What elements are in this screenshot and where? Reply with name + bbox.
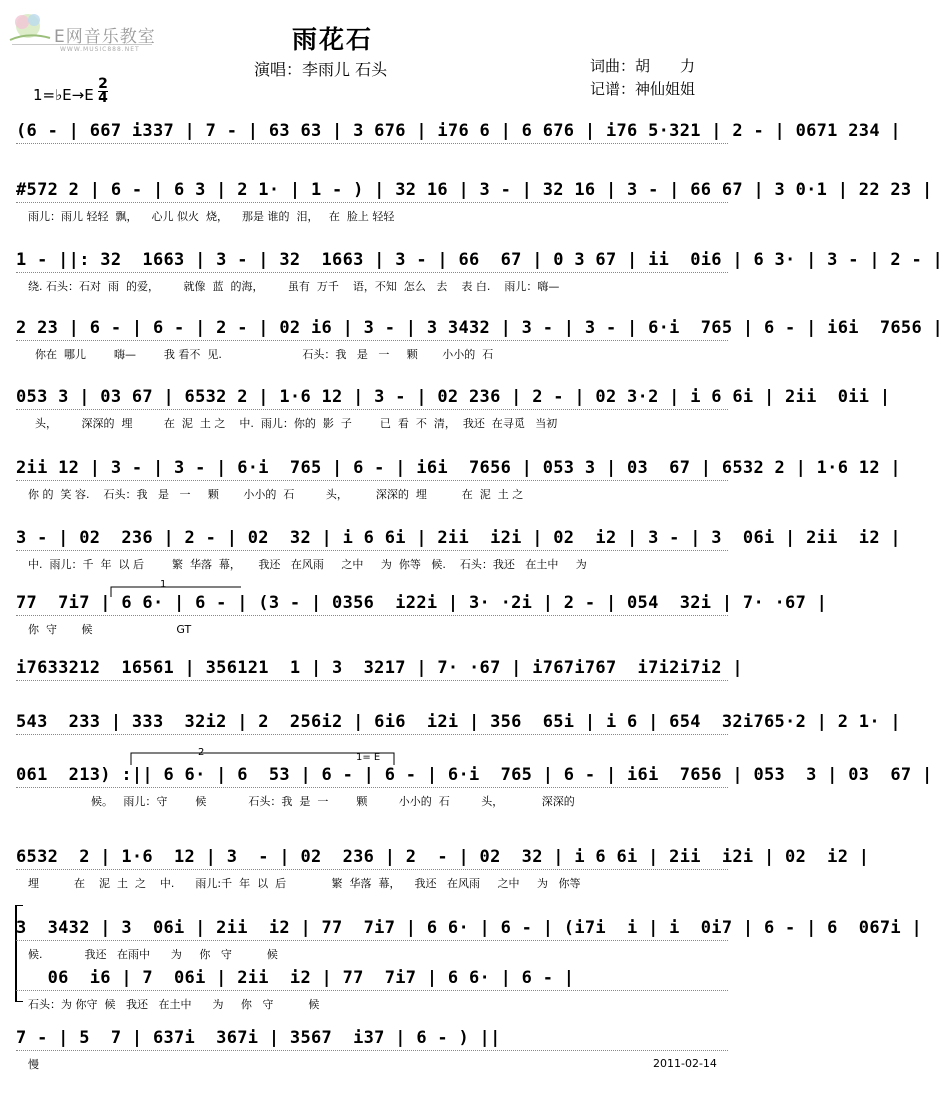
notation-line: 3 - | 02 236 | 2 - | 02 32 | i 6 6i | 2ii i2i | 02 i2 | 3 - | 3 06i | 2ii i2 | [16,528,901,548]
singer-credit: 演唱：李雨儿 石头 [254,60,388,79]
score-row-8 [0,579,828,655]
volta-2-label: 2 [198,747,205,758]
beam-guide [16,787,728,789]
notation-line: (6 - | 667 i337 | 7 - | 63 63 | 3 676 | i76 6 | 6 676 | i76 5·321 | 2 - | 0671 234 | [16,121,901,141]
site-logo [8,6,178,68]
beam-guide [16,1050,728,1052]
lyric-line: 候。 雨儿：守 候 石头：我 是 一 颗 小小的 石 头， 深深的 [28,795,575,808]
score-row-14 [0,968,743,1030]
notation-line: 053 3 | 03 67 | 6532 2 | 1·6 12 | 3 - | 02 236 | 2 - | 02 3·2 | i 6 6i | 2ii 0ii | [16,387,891,407]
score-row-15 [0,1028,743,1090]
beam-guide [16,550,728,552]
lyric-line: 你在 哪儿 嗨— 我 看不 见. 石头：我 是 一 颗 小小的 石 [28,348,494,361]
beam-guide [16,202,728,204]
key-signature: 1=♭E→E [33,86,94,104]
beam-guide [16,272,728,274]
beam-guide [16,990,728,992]
notation-line: 543 233 | 333 32i2 | 2 256i2 | 6i6 i2i | 356 65i | i 6 | 654 32i765·2 | 2 1· | [16,712,901,732]
logo-url: WWW.MUSIC888.NET [60,46,140,53]
beam-guide [16,869,728,871]
score-row-6 [0,458,901,520]
beam-guide [16,734,728,736]
lyric-line: 头， 深深的 埋 在 泥 土 之 中. 雨儿：你的 影 子 已 看 不 清， 我还 在寻觅 当初 [28,417,558,430]
time-signature [98,78,108,105]
notation-line: 7 - | 5 7 | 637i 367i | 3567 i37 | 6 - ) || [16,1028,501,1048]
beam-guide [16,480,728,482]
lyric-line: 埋 在 泥 土 之 中. 雨儿:千 年 以 后 繁 华落 幕， 我还 在风雨 之中 为 你等 [28,877,581,890]
lyric-line: 慢 [28,1058,39,1071]
transcription-date: 2011-02-14 [653,1057,717,1070]
beam-guide [16,940,728,942]
score-row-2 [0,180,933,242]
notation-line: i7633212 16561 | 356121 1 | 3 3217 | 7· ·67 | i767i767 i7i2i7i2 | [16,658,743,678]
meter-top: 2 [98,76,108,92]
score-row-1 [0,121,901,183]
song-title: 雨花石 [292,25,374,54]
score-row-11 [0,747,933,827]
beam-guide [16,340,728,342]
notation-line: 6532 2 | 1·6 12 | 3 - | 02 236 | 2 - | 02 32 | i 6 6i | 2ii i2i | 02 i2 | [16,847,870,867]
beam-guide [16,680,728,682]
score-row-5 [0,387,891,449]
logo-site-name: E网音乐教室 [54,27,156,47]
transcriber-credit: 记谱：神仙姐姐 [590,80,696,98]
beam-guide [16,409,728,411]
flower-icon [8,10,52,46]
lyric-line: 绕. 石头：石对 雨 的爱， 就像 蓝 的海， 虽有 万千 语，不知 怎么 去 表 白. 雨儿：嗨— [28,280,560,293]
notation-line: 06 i6 | 7 06i | 2ii i2 | 77 7i7 | 6 6· | 6 - | [16,968,575,988]
volta-1-label: 1 [160,579,167,590]
notation-line: 3 3432 | 3 06i | 2ii i2 | 77 7i7 | 6 6· | 6 - | (i7i i | i 0i7 | 6 - | 6 067i | [16,918,922,938]
score-row-3 [0,250,943,312]
lyric-line: 石头：为 你守 候 我还 在土中 为 你 守 候 [28,998,320,1011]
beam-guide [16,143,728,145]
lyric-line: 雨儿：雨儿 轻轻 飘， 心儿 似火 烧， 那是 谁的 泪， 在 脸上 轻轻 [28,210,395,223]
score-row-7 [0,528,901,590]
notation-line: 2 23 | 6 - | 6 - | 2 - | 02 i6 | 3 - | 3 3432 | 3 - | 3 - | 6·i 765 | 6 - | i6i 7656 | [16,318,943,338]
lyric-line: 你 的 笑 容. 石头：我 是 一 颗 小小的 石 头， 深深的 埋 在 泥 土 之 [28,488,524,501]
lyricist-credit: 词曲：胡 力 [590,57,696,75]
lyric-line: 中. 雨儿：千 年 以 后 繁 华落 幕， 我还 在风雨 之中 为 你等 候. 石头：我还 在土中 为 [28,558,587,571]
lyric-line: 你 守 候 GT [28,623,192,636]
notation-line: 77 7i7 | 6 6· | 6 - | (3 - | 0356 i22i | 3· ·2i | 2 - | 054 32i | 7· ·67 | [16,593,828,613]
notation-line: 061 213) :|| 6 6· | 6 53 | 6 - | 6 - | 6·i 765 | 6 - | i6i 7656 | 053 3 | 03 67 | [16,765,933,785]
lyric-line: 候. 我还 在雨中 为 你 守 候 [28,948,278,961]
score-row-9 [0,658,743,720]
key-change-label: 1= E [356,752,381,763]
notation-line: 2ii 12 | 3 - | 3 - | 6·i 765 | 6 - | i6i 7656 | 053 3 | 03 67 | 6532 2 | 1·6 12 | [16,458,901,478]
notation-line: 1 - ||: 32 1663 | 3 - | 32 1663 | 3 - | 66 67 | 0 3 67 | ii 0i6 | 6 3· | 3 - | 2 - | [16,250,943,270]
notation-line: #572 2 | 6 - | 6 3 | 2 1· | 1 - ) | 32 16 | 3 - | 32 16 | 3 - | 66 67 | 3 0·1 | 22 23 | [16,180,933,200]
beam-guide [16,615,728,617]
score-row-4 [0,318,943,380]
score-row-12 [0,847,870,909]
meter-bottom: 4 [98,90,108,106]
